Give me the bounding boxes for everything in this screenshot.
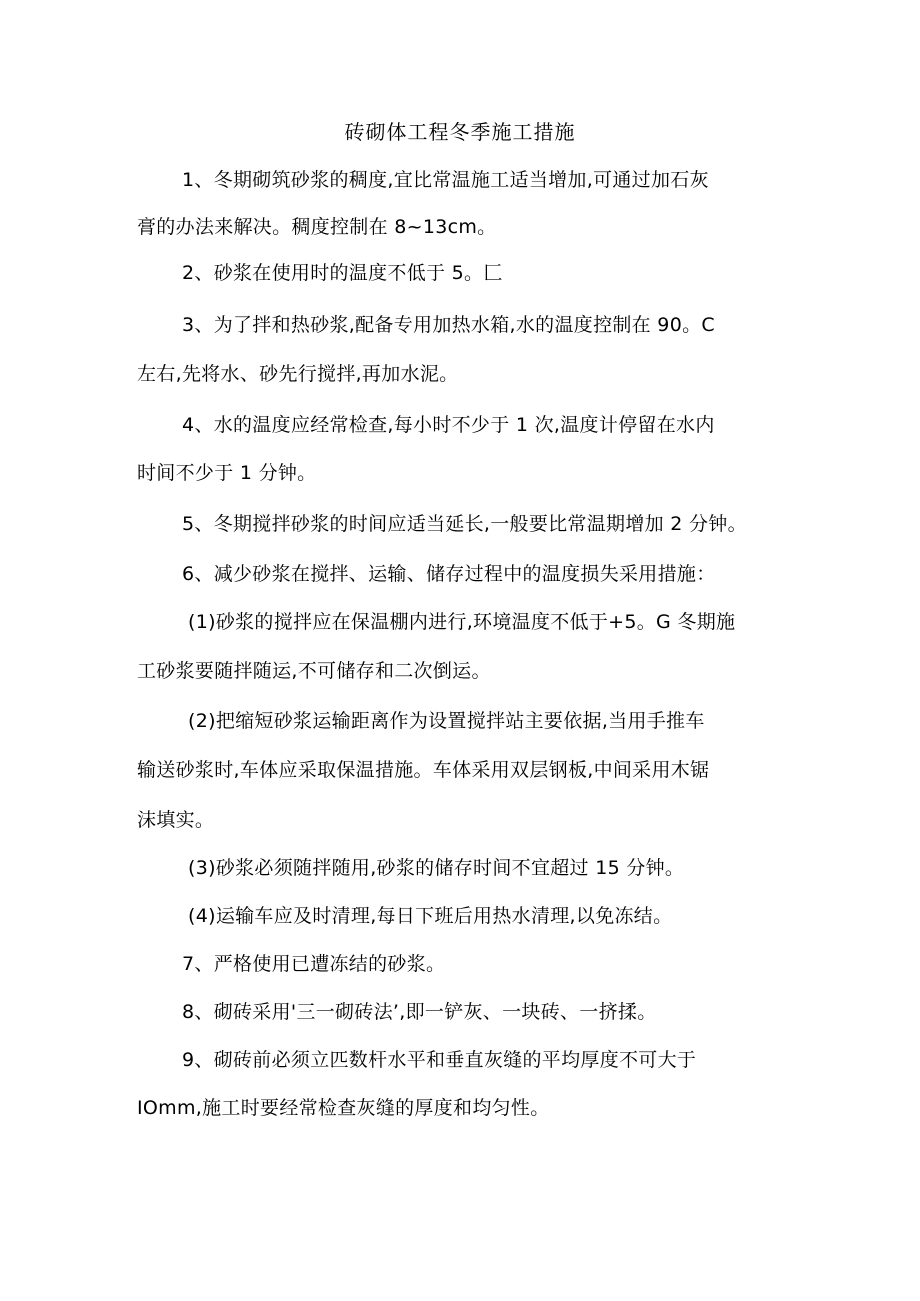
paragraph-4-line-1: 4、水的温度应经常检查,每小时不少于 1 次,温度计停留在水内 <box>182 414 715 436</box>
sub-item-2-line-3: 沫填实。 <box>137 809 215 831</box>
paragraph-3-line-1: 3、为了拌和热砂浆,配备专用加热水箱,水的温度控制在 90。C <box>182 314 715 336</box>
paragraph-9-line-2: IOmm,施工时要经常检查灰缝的厚度和均匀性。 <box>137 1097 550 1119</box>
paragraph-1-line-1: 1、冬期砌筑砂浆的稠度,宜比常温施工适当增加,可通过加石灰 <box>182 169 709 191</box>
paragraph-3-line-2: 左右,先将水、砂先行搅拌,再加水泥。 <box>137 363 459 385</box>
sub-item-2-line-1: (2)把缩短砂浆运输距离作为设置搅拌站主要依据,当用手推车 <box>188 710 705 732</box>
paragraph-2: 2、砂浆在使用时的温度不低于 5。匚 <box>182 262 503 284</box>
sub-item-4: (4)运输车应及时清理,每日下班后用热水清理,以免冻结。 <box>188 905 673 927</box>
sub-item-3: (3)砂浆必须随拌随用,砂浆的储存时间不宜超过 15 分钟。 <box>188 857 685 879</box>
sub-item-2-line-2: 输送砂浆时,车体应采取保温措施。车体采用双层钢板,中间采用木锯 <box>137 759 710 781</box>
sub-item-1-line-2: 工砂浆要随拌随运,不可储存和二次倒运。 <box>137 660 491 682</box>
paragraph-7: 7、严格使用已遭冻结的砂浆。 <box>182 953 446 975</box>
paragraph-5: 5、冬期搅拌砂浆的时间应适当延长,一般要比常温期增加 2 分钟。 <box>182 513 747 535</box>
document-title: 砖砌体工程冬季施工措施 <box>344 120 576 144</box>
paragraph-4-line-2: 时间不少于 1 分钟。 <box>137 462 317 484</box>
sub-item-1-line-1: (1)砂浆的搅拌应在保温棚内进行,环境温度不低于+5。G 冬期施 <box>188 611 736 633</box>
paragraph-9-line-1: 9、砌砖前必须立匹数杆水平和垂直灰缝的平均厚度不可大于 <box>182 1049 697 1071</box>
paragraph-1-line-2: 膏的办法来解决。稠度控制在 8~13cm。 <box>137 216 497 238</box>
paragraph-6: 6、减少砂浆在搅拌、运输、储存过程中的温度损失采用措施： <box>182 563 716 585</box>
paragraph-8: 8、砌砖采用'三一砌砖法’,即一铲灰、一块砖、一挤揉。 <box>182 1001 657 1023</box>
